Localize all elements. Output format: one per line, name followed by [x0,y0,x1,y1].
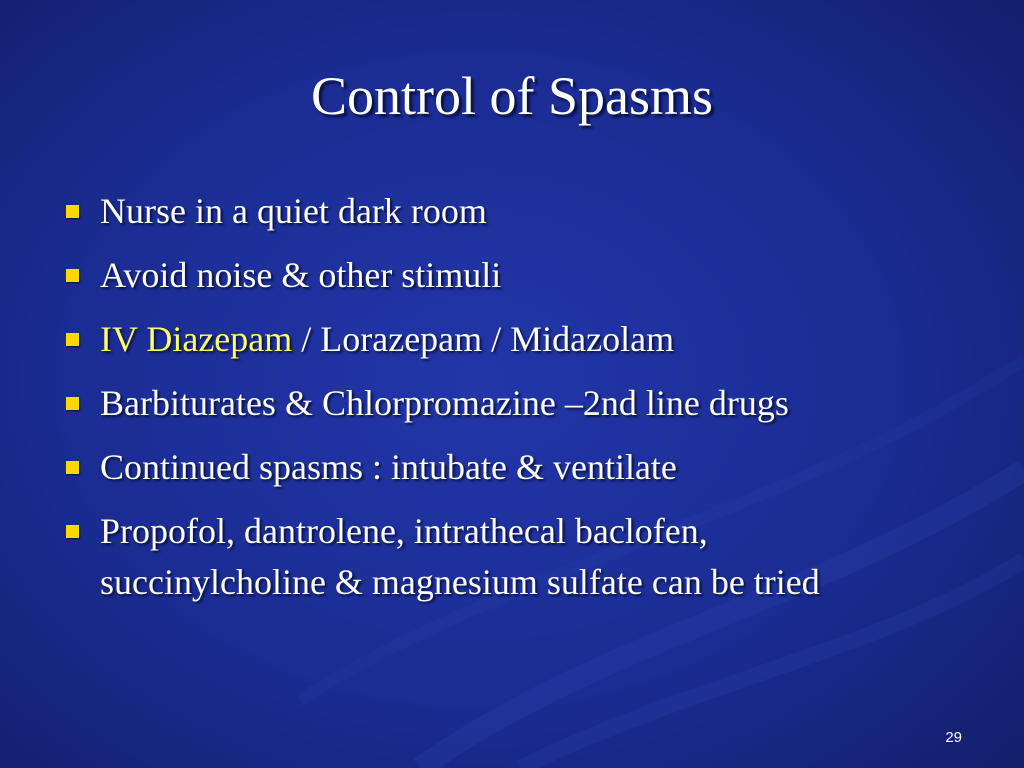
bullet-text: Continued spasms : intubate & ventilate [100,447,677,487]
bullet-highlight-text: IV Diazepam [100,319,293,359]
bullet-text: Avoid noise & other stimuli [100,255,502,295]
bullet-item [62,186,962,237]
bullet-item [62,314,962,365]
bullet-text: Nurse in a quiet dark room [100,191,487,231]
bullet-text: Propofol, dantrolene, intrathecal baclofen, succinylcholine & magnesium sulfate can be tried [100,511,820,602]
square-bullet-icon [66,461,79,474]
square-bullet-icon [66,397,79,410]
slide-page-number: 29 [945,729,962,746]
square-bullet-icon [66,205,79,218]
bullet-item [62,250,962,301]
bullet-item [62,506,900,608]
square-bullet-icon [66,269,79,282]
slide-title: Control of Spasms [310,66,714,126]
square-bullet-icon [66,525,79,538]
bullet-text: Barbiturates & Chlorpromazine –2nd line drugs [100,383,789,423]
bullet-list [62,186,962,621]
bullet-item [62,442,962,493]
square-bullet-icon [66,333,79,346]
bullet-text: / Lorazepam / Midazolam [292,319,675,359]
bullet-item [62,378,962,429]
